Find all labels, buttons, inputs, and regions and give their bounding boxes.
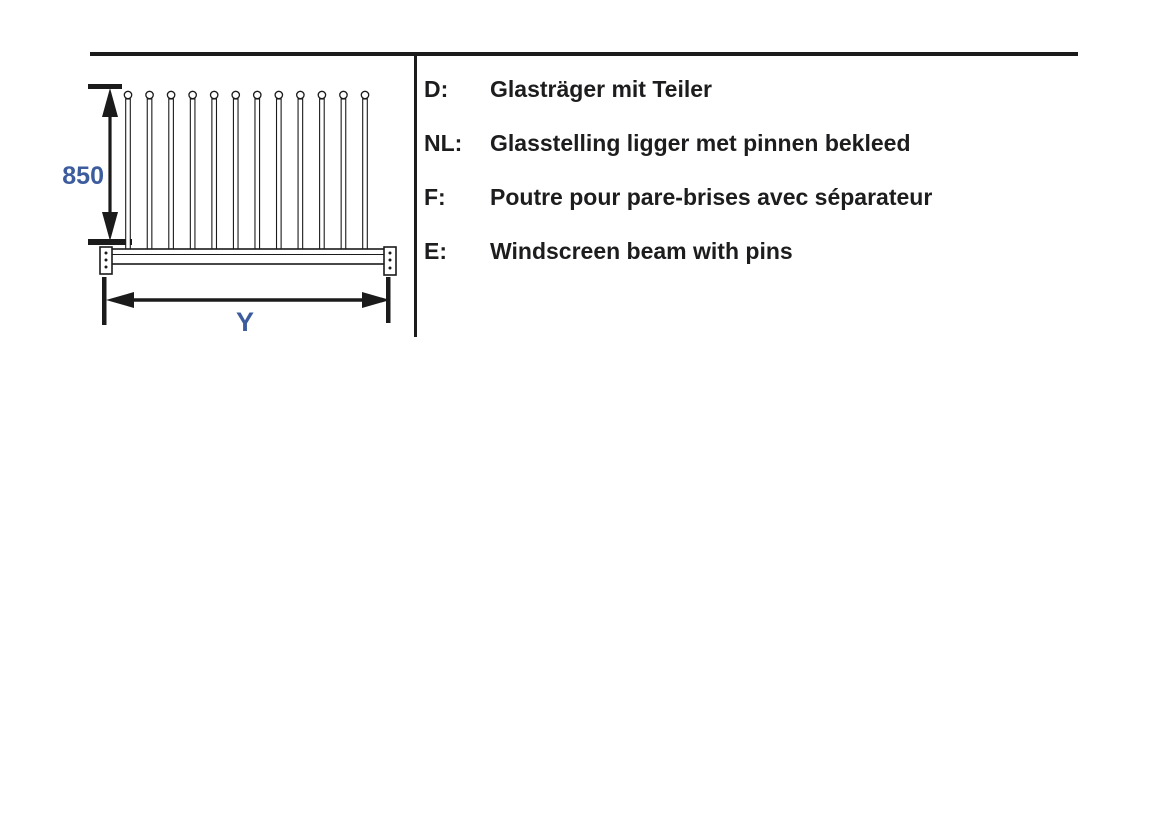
pin-head — [340, 91, 347, 98]
pin-head — [275, 91, 282, 98]
pin-head — [254, 91, 261, 98]
pin-shaft — [190, 99, 195, 250]
pin-head — [232, 91, 239, 98]
legend-lang-label: F: — [424, 184, 446, 210]
pin-shaft — [126, 99, 131, 250]
legend — [424, 77, 1044, 293]
pin-shaft — [233, 99, 238, 250]
pins-group — [124, 91, 368, 250]
windscreen-beam-diagram — [0, 0, 420, 350]
legend-description: Glasträger mit Teiler — [490, 76, 712, 102]
pin-head — [210, 91, 217, 98]
pin-head — [146, 91, 153, 98]
pin-shaft — [147, 99, 152, 250]
height-dimension-arrow — [102, 88, 118, 241]
pin-head — [189, 91, 196, 98]
legend-description: Glasstelling ligger met pinnen bekleed — [490, 130, 911, 156]
legend-lang-label: D: — [424, 76, 449, 102]
width-dimension-arrow — [106, 292, 390, 308]
pin-shaft — [212, 99, 217, 250]
pin-head — [167, 91, 174, 98]
pin-shaft — [277, 99, 282, 250]
width-dim-left-tick — [102, 277, 107, 325]
beam — [100, 247, 396, 275]
width-dim-label: Y — [235, 307, 255, 337]
pin-shaft — [255, 99, 260, 250]
legend-row-fr — [424, 185, 1044, 209]
legend-row-de — [424, 77, 1044, 101]
legend-description: Windscreen beam with pins — [490, 238, 793, 264]
legend-description: Poutre pour pare-brises avec séparateur — [490, 184, 933, 210]
pin-shaft — [320, 99, 325, 250]
legend-row-nl — [424, 131, 1044, 155]
pin-head — [361, 91, 368, 98]
height-dim-top-tick — [88, 84, 122, 89]
pin-head — [297, 91, 304, 98]
pin-head — [124, 91, 131, 98]
pin-shaft — [298, 99, 303, 250]
pin-shaft — [341, 99, 346, 250]
pin-shaft — [169, 99, 174, 250]
legend-lang-label: E: — [424, 238, 447, 264]
legend-row-en — [424, 239, 1044, 263]
height-dim-label: 850 — [62, 162, 104, 190]
pin-head — [318, 91, 325, 98]
legend-lang-label: NL: — [424, 130, 463, 156]
pin-shaft — [363, 99, 368, 250]
